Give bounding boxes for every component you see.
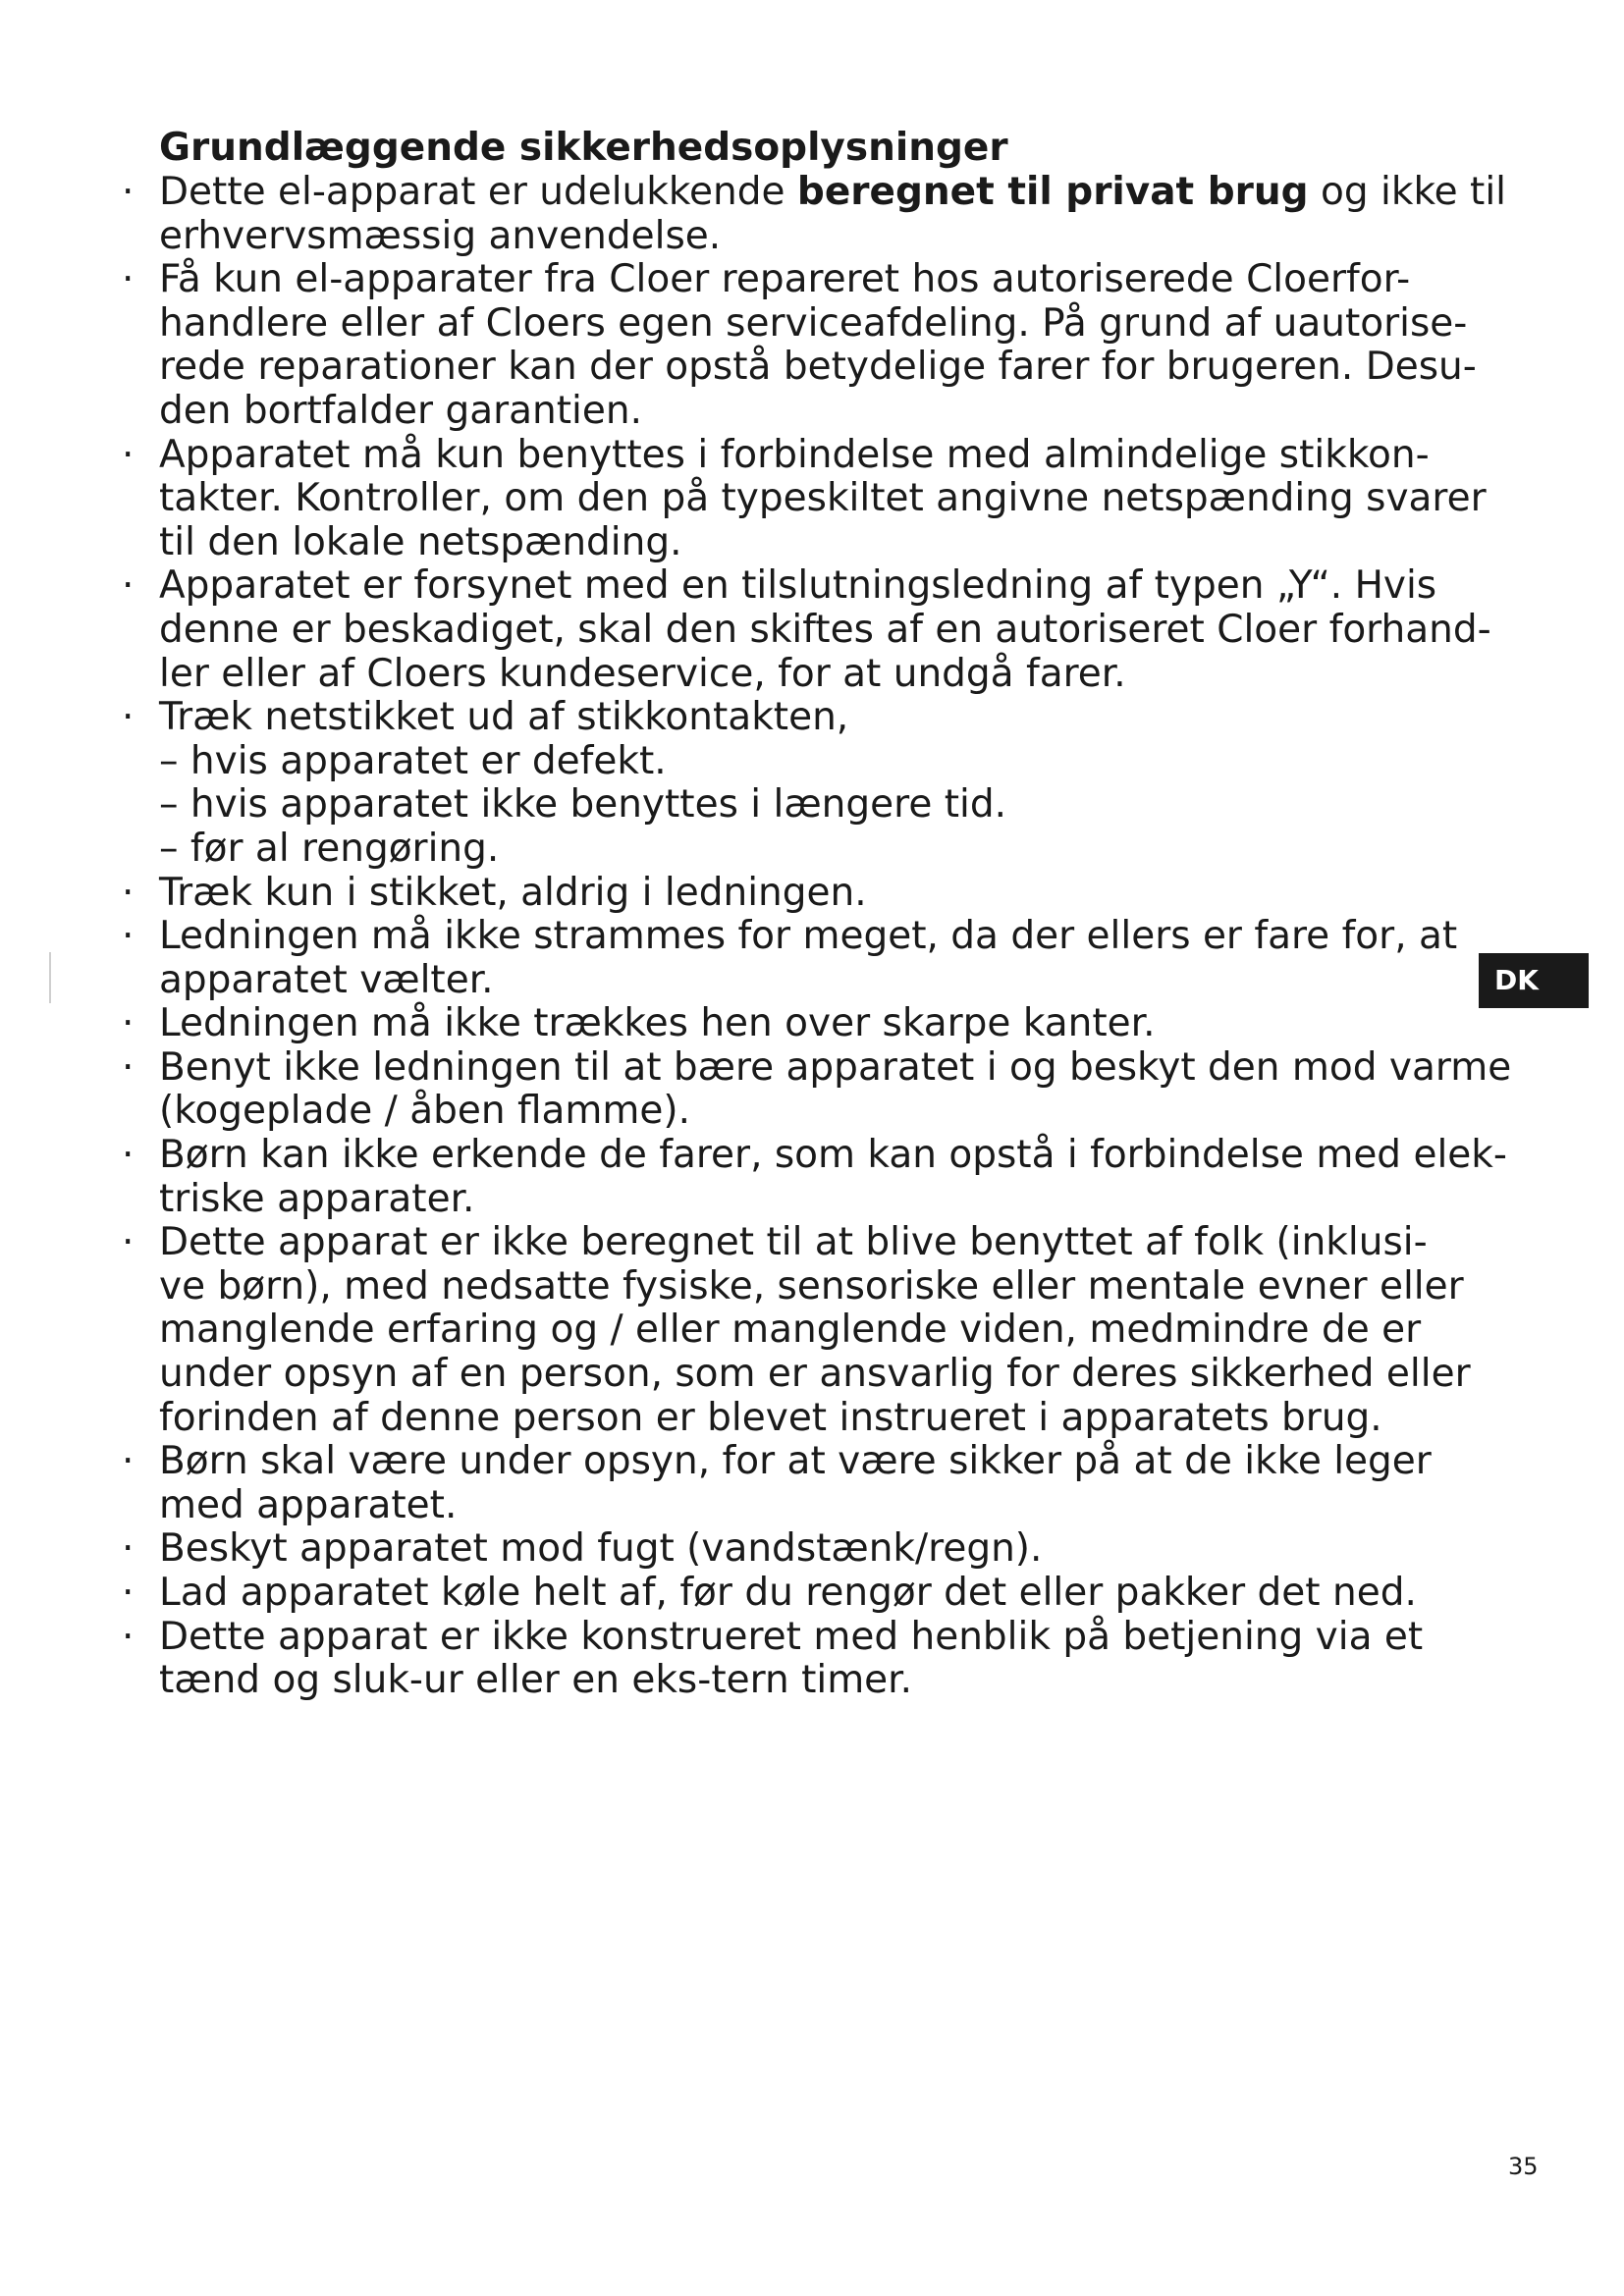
list-item: [118, 1133, 1507, 1221]
item-line: under opsyn af en person, som er ansvarlig for deres sikkerhed eller: [159, 1352, 1471, 1397]
item-line: erhvervsmæssig anvendelse.: [159, 213, 722, 258]
list-item: [118, 434, 1492, 565]
item-line: Dette apparat er ikke konstrueret med henblik på betjening via et: [159, 1614, 1424, 1659]
item-line: Apparatet er forsynet med en tilslutningsledning af typen „Y“. Hvis: [159, 563, 1437, 609]
item-line: forinden af denne person er blevet instrueret i apparatets brug.: [159, 1395, 1382, 1440]
item-line: Ledningen må ikke strammes for meget, da der ellers er fare for, at: [159, 914, 1458, 959]
item-line: tænd og sluk-ur eller en eks-tern timer.: [159, 1658, 913, 1703]
item-line: ve børn), med nedsatte fysiske, sensoriske eller mentale evner eller: [159, 1263, 1464, 1308]
item-line: Benyt ikke ledningen til at bære apparatet i og beskyt den mod varme: [159, 1044, 1512, 1090]
item-line: triske apparater.: [159, 1176, 475, 1221]
bullet-icon: ·: [122, 1439, 135, 1484]
list-item: [118, 1616, 1492, 1703]
sub-item: – hvis apparatet er defekt.: [159, 738, 667, 783]
item-line: Børn skal være under opsyn, for at være sikker på at de ikke leger: [159, 1439, 1432, 1484]
list-item: [118, 1002, 1492, 1046]
item-line: Børn kan ikke erkende de farer, som kan opstå i forbindelse med elek-: [159, 1133, 1507, 1178]
list-item: [118, 564, 1492, 696]
list-item: [118, 872, 1492, 916]
item-line: Ledningen må ikke trækkes hen over skarpe kanter.: [159, 1001, 1156, 1046]
bullet-icon: ·: [122, 914, 135, 959]
section-title: Grundlæggende sikkerhedsoplysninger: [159, 126, 1008, 170]
item-line: (kogeplade / åben flamme).: [159, 1089, 691, 1134]
list-item: [118, 1527, 1492, 1572]
item-text: og ikke til: [1308, 170, 1506, 214]
bullet-icon: ·: [122, 1001, 135, 1046]
item-line: med apparatet.: [159, 1482, 458, 1527]
list-item: [118, 258, 1492, 433]
item-line: handlere eller af Cloers egen serviceafdeling. På grund af uautorise-: [159, 300, 1468, 346]
bullet-icon: ·: [122, 170, 135, 214]
item-line: Dette apparat er ikke beregnet til at blive benyttet af folk (inklusi-: [159, 1220, 1428, 1265]
item-line: manglende erfaring og / eller manglende viden, medmindre de er: [159, 1308, 1422, 1353]
page-number: 35: [1508, 2153, 1539, 2180]
item-emphasis: beregnet til privat brug: [796, 170, 1309, 214]
language-tab: DK: [1479, 953, 1589, 1008]
item-line: takter. Kontroller, om den på typeskiltet angivne netspænding svarer: [159, 476, 1487, 521]
list-item: [118, 1440, 1492, 1527]
item-line: Få kun el-apparater fra Cloer repareret hos autoriserede Cloerfor-: [159, 257, 1411, 302]
item-line: apparatet vælter.: [159, 957, 494, 1002]
bullet-icon: ·: [122, 1526, 135, 1572]
item-line: Træk netstikket ud af stikkontakten,: [159, 695, 849, 740]
item-line: rede reparationer kan der opstå betydelige farer for brugeren. Desu-: [159, 345, 1477, 390]
list-item: [118, 1044, 1512, 1134]
bullet-icon: ·: [122, 1044, 135, 1090]
sub-item: – hvis apparatet ikke benyttes i længere tid.: [159, 782, 1006, 828]
item-line: til den lokale netspænding.: [159, 519, 682, 564]
bullet-icon: ·: [122, 1571, 135, 1615]
bullet-icon: ·: [122, 695, 135, 740]
item-line: Apparatet må kun benyttes i forbindelse med almindelige stikkon-: [159, 432, 1430, 477]
item-line: Lad apparatet køle helt af, før du rengør det eller pakker det ned.: [159, 1571, 1417, 1615]
list-item: [118, 170, 1506, 258]
safety-list: [118, 170, 1512, 1703]
list-item: [118, 1572, 1492, 1616]
item-line: denne er beskadiget, skal den skiftes af en autoriseret Cloer forhand-: [159, 607, 1491, 652]
bullet-icon: ·: [122, 1220, 135, 1265]
item-line: den bortfalder garantien.: [159, 388, 642, 433]
bullet-icon: ·: [122, 870, 135, 915]
item-text: Dette el-apparat er udelukkende: [159, 170, 797, 214]
bullet-icon: ·: [122, 1614, 135, 1659]
safety-section: [118, 126, 1512, 1703]
item-line: Beskyt apparatet mod fugt (vandstænk/regn).: [159, 1526, 1043, 1572]
item-line: ler eller af Cloers kundeservice, for at undgå farer.: [159, 651, 1126, 696]
bullet-icon: ·: [122, 1133, 135, 1178]
bullet-icon: ·: [122, 563, 135, 609]
list-item: [118, 915, 1492, 1002]
margin-mark: [49, 952, 51, 1003]
bullet-icon: ·: [122, 257, 135, 302]
bullet-icon: ·: [122, 432, 135, 477]
list-item: [118, 696, 1492, 871]
item-line: [159, 170, 1506, 215]
item-line: Træk kun i stikket, aldrig i ledningen.: [159, 870, 867, 915]
sub-item: – før al rengøring.: [159, 826, 500, 871]
list-item: [118, 1221, 1492, 1440]
